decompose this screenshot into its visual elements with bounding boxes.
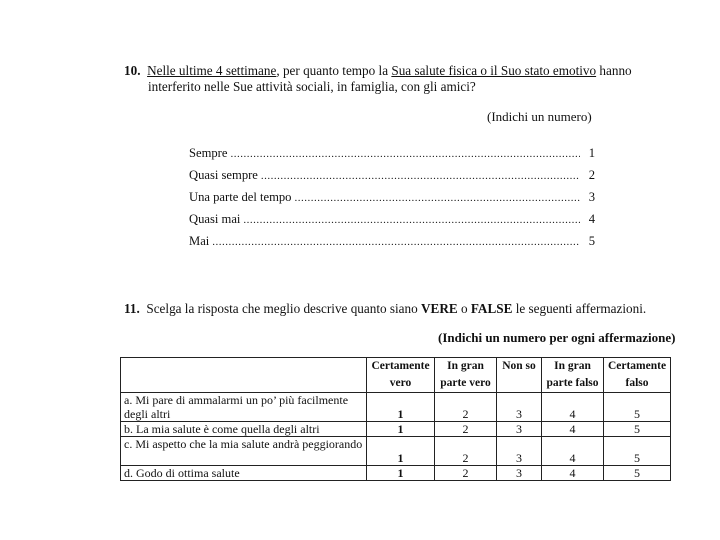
q11-text-a: Scelga la risposta che meglio descrive quanto siano — [146, 301, 422, 316]
q10-option-2[interactable] — [189, 168, 595, 184]
choice-2[interactable]: 2 — [435, 393, 497, 422]
statement-a: a. Mi pare di ammalarmi un po’ più facilmente degli altri — [121, 393, 367, 422]
q10-option-5[interactable] — [189, 234, 595, 250]
choice-5[interactable]: 5 — [604, 437, 671, 466]
table-row — [121, 393, 671, 422]
choice-4[interactable]: 4 — [542, 466, 604, 481]
choice-3[interactable]: 3 — [497, 393, 542, 422]
q11-response-table — [120, 357, 671, 481]
q10-option-value: 1 — [588, 146, 595, 160]
table-header-row — [121, 358, 671, 393]
q10-option-value: 4 — [588, 212, 595, 226]
table-row — [121, 466, 671, 481]
choice-3[interactable]: 3 — [497, 422, 542, 437]
dot-leader — [261, 170, 580, 182]
choice-1[interactable]: 1 — [367, 422, 435, 437]
choice-3[interactable]: 3 — [497, 437, 542, 466]
statement-c: c. Mi aspetto che la mia salute andrà peggiorando — [121, 437, 367, 466]
dot-leader — [294, 192, 580, 204]
q10-option-label: Quasi mai — [189, 212, 241, 226]
q11-hint: (Indichi un numero per ogni affermazione) — [438, 330, 676, 345]
q10-health-phrase: Sua salute fisica o il Suo stato emotivo — [391, 63, 597, 78]
choice-2[interactable]: 2 — [435, 422, 497, 437]
q10-option-label: Quasi sempre — [189, 168, 258, 182]
statement-b: b. La mia salute è come quella degli altri — [121, 422, 367, 437]
choice-5[interactable]: 5 — [604, 393, 671, 422]
header-in-gran-parte-falso: In gran parte falso — [542, 358, 604, 393]
choice-3[interactable]: 3 — [497, 466, 542, 481]
dot-leader — [243, 214, 580, 226]
q10-text-d: hanno — [596, 63, 632, 78]
q10-text-b: , per quanto tempo la — [276, 63, 392, 78]
choice-1[interactable]: 1 — [367, 466, 435, 481]
q10-option-value: 5 — [588, 234, 595, 248]
header-non-so: Non so — [497, 358, 542, 393]
q10-number: 10. — [124, 63, 141, 78]
q11-text-c: le seguenti affermazioni. — [512, 301, 647, 316]
q11-text-b: o — [457, 301, 471, 316]
header-statement — [121, 358, 367, 393]
q10-option-value: 2 — [588, 168, 595, 182]
q10-question-line2: interferito nelle Sue attività sociali, in famiglia, con gli amici? — [148, 79, 476, 94]
q11-number: 11. — [124, 301, 140, 316]
choice-4[interactable]: 4 — [542, 422, 604, 437]
table-row — [121, 437, 671, 466]
q10-option-3[interactable] — [189, 190, 595, 206]
q10-question-line1 — [124, 63, 632, 79]
q11-question — [124, 301, 646, 317]
choice-5[interactable]: 5 — [604, 422, 671, 437]
choice-1[interactable]: 1 — [367, 437, 435, 466]
q10-period-phrase: Nelle ultime 4 settimane — [147, 63, 277, 78]
table-row — [121, 422, 671, 437]
q10-option-4[interactable] — [189, 212, 595, 228]
q11-false: FALSE — [470, 301, 513, 316]
choice-2[interactable]: 2 — [435, 466, 497, 481]
q10-option-1[interactable] — [189, 146, 595, 162]
choice-4[interactable]: 4 — [542, 437, 604, 466]
statement-d: d. Godo di ottima salute — [121, 466, 367, 481]
q10-hint: (Indichi un numero) — [487, 109, 592, 124]
q11-vere: VERE — [421, 301, 458, 316]
q10-option-label: Una parte del tempo — [189, 190, 292, 204]
q10-option-value: 3 — [588, 190, 595, 204]
header-certamente-falso: Certamente falso — [604, 358, 671, 393]
header-in-gran-parte-vero: In gran parte vero — [435, 358, 497, 393]
q10-option-label: Sempre — [189, 146, 228, 160]
dot-leader — [230, 148, 580, 160]
dot-leader — [212, 236, 580, 248]
choice-4[interactable]: 4 — [542, 393, 604, 422]
choice-1[interactable]: 1 — [367, 393, 435, 422]
header-certamente-vero: Certamente vero — [367, 358, 435, 393]
q10-option-label: Mai — [189, 234, 210, 248]
choice-2[interactable]: 2 — [435, 437, 497, 466]
choice-5[interactable]: 5 — [604, 466, 671, 481]
